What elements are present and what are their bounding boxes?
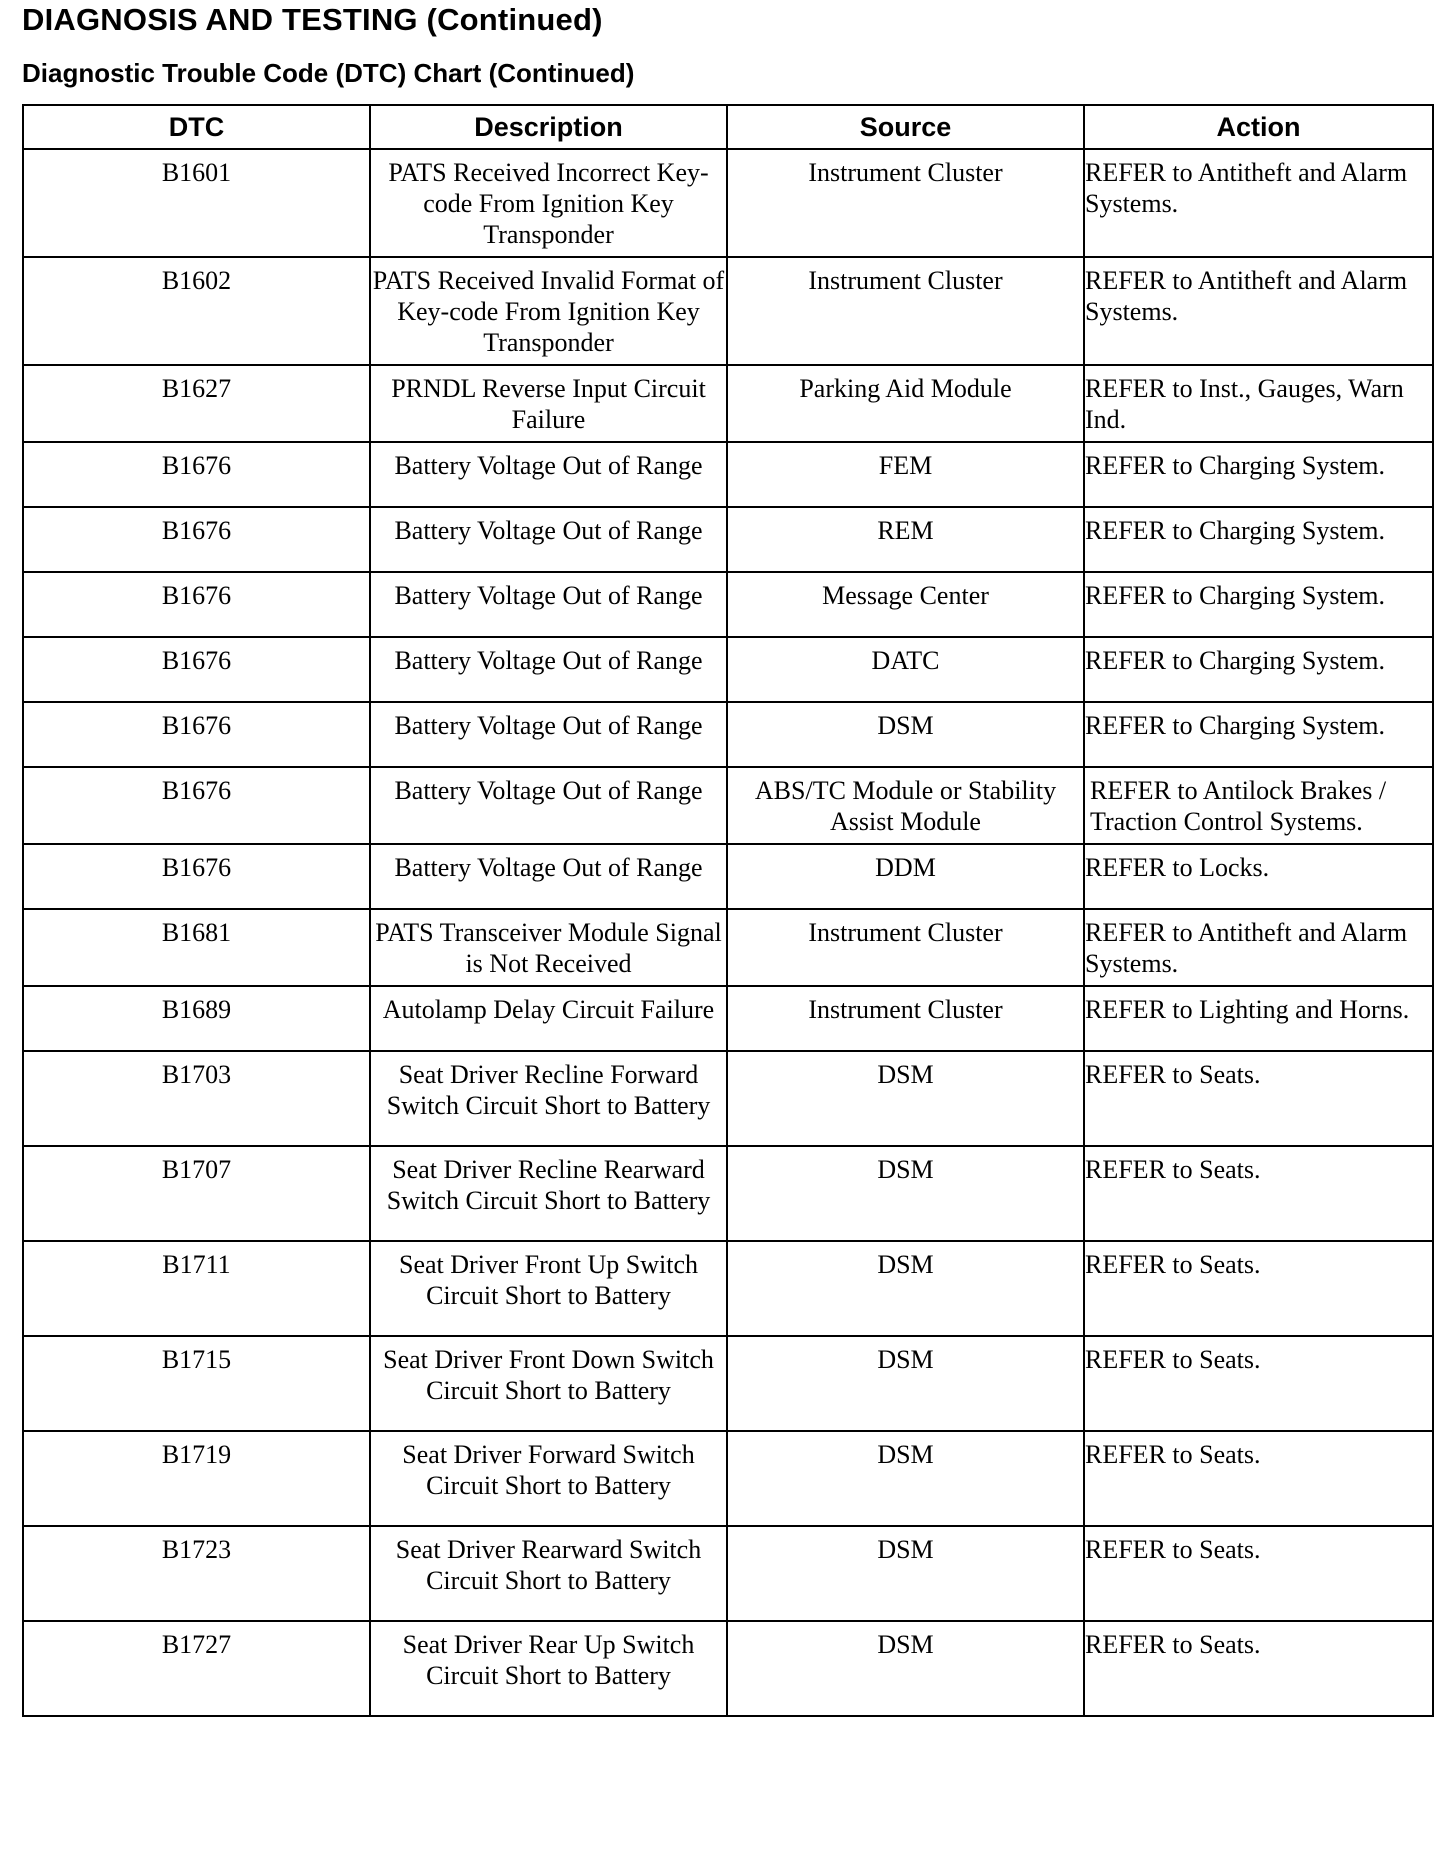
dtc-description: Seat Driver Front Down Switch Circuit Short to Battery — [370, 1336, 727, 1431]
dtc-source: FEM — [727, 442, 1084, 507]
dtc-source: DSM — [727, 1621, 1084, 1716]
table-row — [23, 702, 1433, 767]
dtc-code: B1727 — [23, 1621, 370, 1716]
dtc-description: Battery Voltage Out of Range — [370, 637, 727, 702]
page-title: DIAGNOSIS AND TESTING (Continued) — [22, 2, 603, 37]
table-row — [23, 637, 1433, 702]
dtc-source: Instrument Cluster — [727, 257, 1084, 365]
dtc-action: REFER to Charging System. — [1084, 637, 1433, 702]
dtc-description: PRNDL Reverse Input Circuit Failure — [370, 365, 727, 442]
dtc-description: Battery Voltage Out of Range — [370, 844, 727, 909]
dtc-code: B1676 — [23, 767, 370, 844]
dtc-description: Seat Driver Rear Up Switch Circuit Short to Battery — [370, 1621, 727, 1716]
dtc-action: REFER to Antitheft and Alarm Systems. — [1084, 909, 1433, 986]
dtc-source: DSM — [727, 702, 1084, 767]
dtc-description: Seat Driver Rearward Switch Circuit Short to Battery — [370, 1526, 727, 1621]
table-row — [23, 767, 1433, 844]
dtc-action: REFER to Locks. — [1084, 844, 1433, 909]
dtc-action: REFER to Seats. — [1084, 1051, 1433, 1146]
dtc-source: DSM — [727, 1146, 1084, 1241]
dtc-source: DATC — [727, 637, 1084, 702]
dtc-action: REFER to Charging System. — [1084, 702, 1433, 767]
column-header-action: Action — [1084, 105, 1433, 149]
dtc-code: B1703 — [23, 1051, 370, 1146]
dtc-action: REFER to Antilock Brakes / Traction Control Systems. — [1084, 767, 1433, 844]
column-header-dtc: DTC — [23, 105, 370, 149]
dtc-code: B1601 — [23, 149, 370, 257]
dtc-code: B1676 — [23, 572, 370, 637]
table-row — [23, 1051, 1433, 1146]
dtc-chart-table — [22, 104, 1434, 1717]
column-header-source: Source — [727, 105, 1084, 149]
dtc-action: REFER to Antitheft and Alarm Systems. — [1084, 149, 1433, 257]
dtc-action: REFER to Seats. — [1084, 1431, 1433, 1526]
dtc-action: REFER to Inst., Gauges, Warn Ind. — [1084, 365, 1433, 442]
dtc-description: Seat Driver Recline Forward Switch Circuit Short to Battery — [370, 1051, 727, 1146]
section-title: Diagnostic Trouble Code (DTC) Chart (Continued) — [22, 58, 635, 88]
dtc-source: DSM — [727, 1051, 1084, 1146]
dtc-source: DSM — [727, 1526, 1084, 1621]
table-row — [23, 149, 1433, 257]
dtc-action: REFER to Seats. — [1084, 1621, 1433, 1716]
dtc-action: REFER to Charging System. — [1084, 442, 1433, 507]
table-row — [23, 1526, 1433, 1621]
dtc-code: B1723 — [23, 1526, 370, 1621]
dtc-action: REFER to Antitheft and Alarm Systems. — [1084, 257, 1433, 365]
dtc-description: Autolamp Delay Circuit Failure — [370, 986, 727, 1051]
dtc-code: B1676 — [23, 507, 370, 572]
dtc-description: Battery Voltage Out of Range — [370, 572, 727, 637]
dtc-code: B1719 — [23, 1431, 370, 1526]
dtc-description: PATS Transceiver Module Signal is Not Received — [370, 909, 727, 986]
dtc-code: B1676 — [23, 844, 370, 909]
table-row — [23, 1621, 1433, 1716]
table-row — [23, 257, 1433, 365]
dtc-action: REFER to Seats. — [1084, 1146, 1433, 1241]
dtc-description: Seat Driver Front Up Switch Circuit Short to Battery — [370, 1241, 727, 1336]
dtc-description: PATS Received Incorrect Key-code From Ignition Key Transponder — [370, 149, 727, 257]
table-row — [23, 1431, 1433, 1526]
dtc-description: Seat Driver Forward Switch Circuit Short to Battery — [370, 1431, 727, 1526]
dtc-code: B1676 — [23, 637, 370, 702]
dtc-code: B1707 — [23, 1146, 370, 1241]
dtc-source: ABS/TC Module or Stability Assist Module — [727, 767, 1084, 844]
dtc-code: B1676 — [23, 442, 370, 507]
table-row — [23, 572, 1433, 637]
dtc-code: B1689 — [23, 986, 370, 1051]
dtc-action: REFER to Seats. — [1084, 1241, 1433, 1336]
dtc-source: Instrument Cluster — [727, 909, 1084, 986]
dtc-source: REM — [727, 507, 1084, 572]
dtc-code: B1715 — [23, 1336, 370, 1431]
table-row — [23, 1241, 1433, 1336]
dtc-description: PATS Received Invalid Format of Key-code From Ignition Key Transponder — [370, 257, 727, 365]
table-row — [23, 986, 1433, 1051]
dtc-code: B1627 — [23, 365, 370, 442]
dtc-action: REFER to Charging System. — [1084, 572, 1433, 637]
dtc-description: Battery Voltage Out of Range — [370, 767, 727, 844]
dtc-action: REFER to Lighting and Horns. — [1084, 986, 1433, 1051]
table-header-row — [23, 105, 1433, 149]
dtc-code: B1602 — [23, 257, 370, 365]
table-row — [23, 844, 1433, 909]
table-row — [23, 442, 1433, 507]
dtc-description: Battery Voltage Out of Range — [370, 442, 727, 507]
table-row — [23, 1336, 1433, 1431]
dtc-code: B1676 — [23, 702, 370, 767]
dtc-action: REFER to Charging System. — [1084, 507, 1433, 572]
dtc-source: Instrument Cluster — [727, 149, 1084, 257]
table-row — [23, 1146, 1433, 1241]
dtc-description: Battery Voltage Out of Range — [370, 702, 727, 767]
dtc-action: REFER to Seats. — [1084, 1336, 1433, 1431]
dtc-description: Battery Voltage Out of Range — [370, 507, 727, 572]
dtc-source: DDM — [727, 844, 1084, 909]
table-row — [23, 507, 1433, 572]
dtc-description: Seat Driver Recline Rearward Switch Circuit Short to Battery — [370, 1146, 727, 1241]
dtc-source: Message Center — [727, 572, 1084, 637]
table-row — [23, 909, 1433, 986]
dtc-code: B1681 — [23, 909, 370, 986]
column-header-description: Description — [370, 105, 727, 149]
table-row — [23, 365, 1433, 442]
dtc-source: Instrument Cluster — [727, 986, 1084, 1051]
dtc-code: B1711 — [23, 1241, 370, 1336]
dtc-source: DSM — [727, 1241, 1084, 1336]
dtc-source: DSM — [727, 1336, 1084, 1431]
dtc-source: Parking Aid Module — [727, 365, 1084, 442]
dtc-source: DSM — [727, 1431, 1084, 1526]
dtc-action: REFER to Seats. — [1084, 1526, 1433, 1621]
